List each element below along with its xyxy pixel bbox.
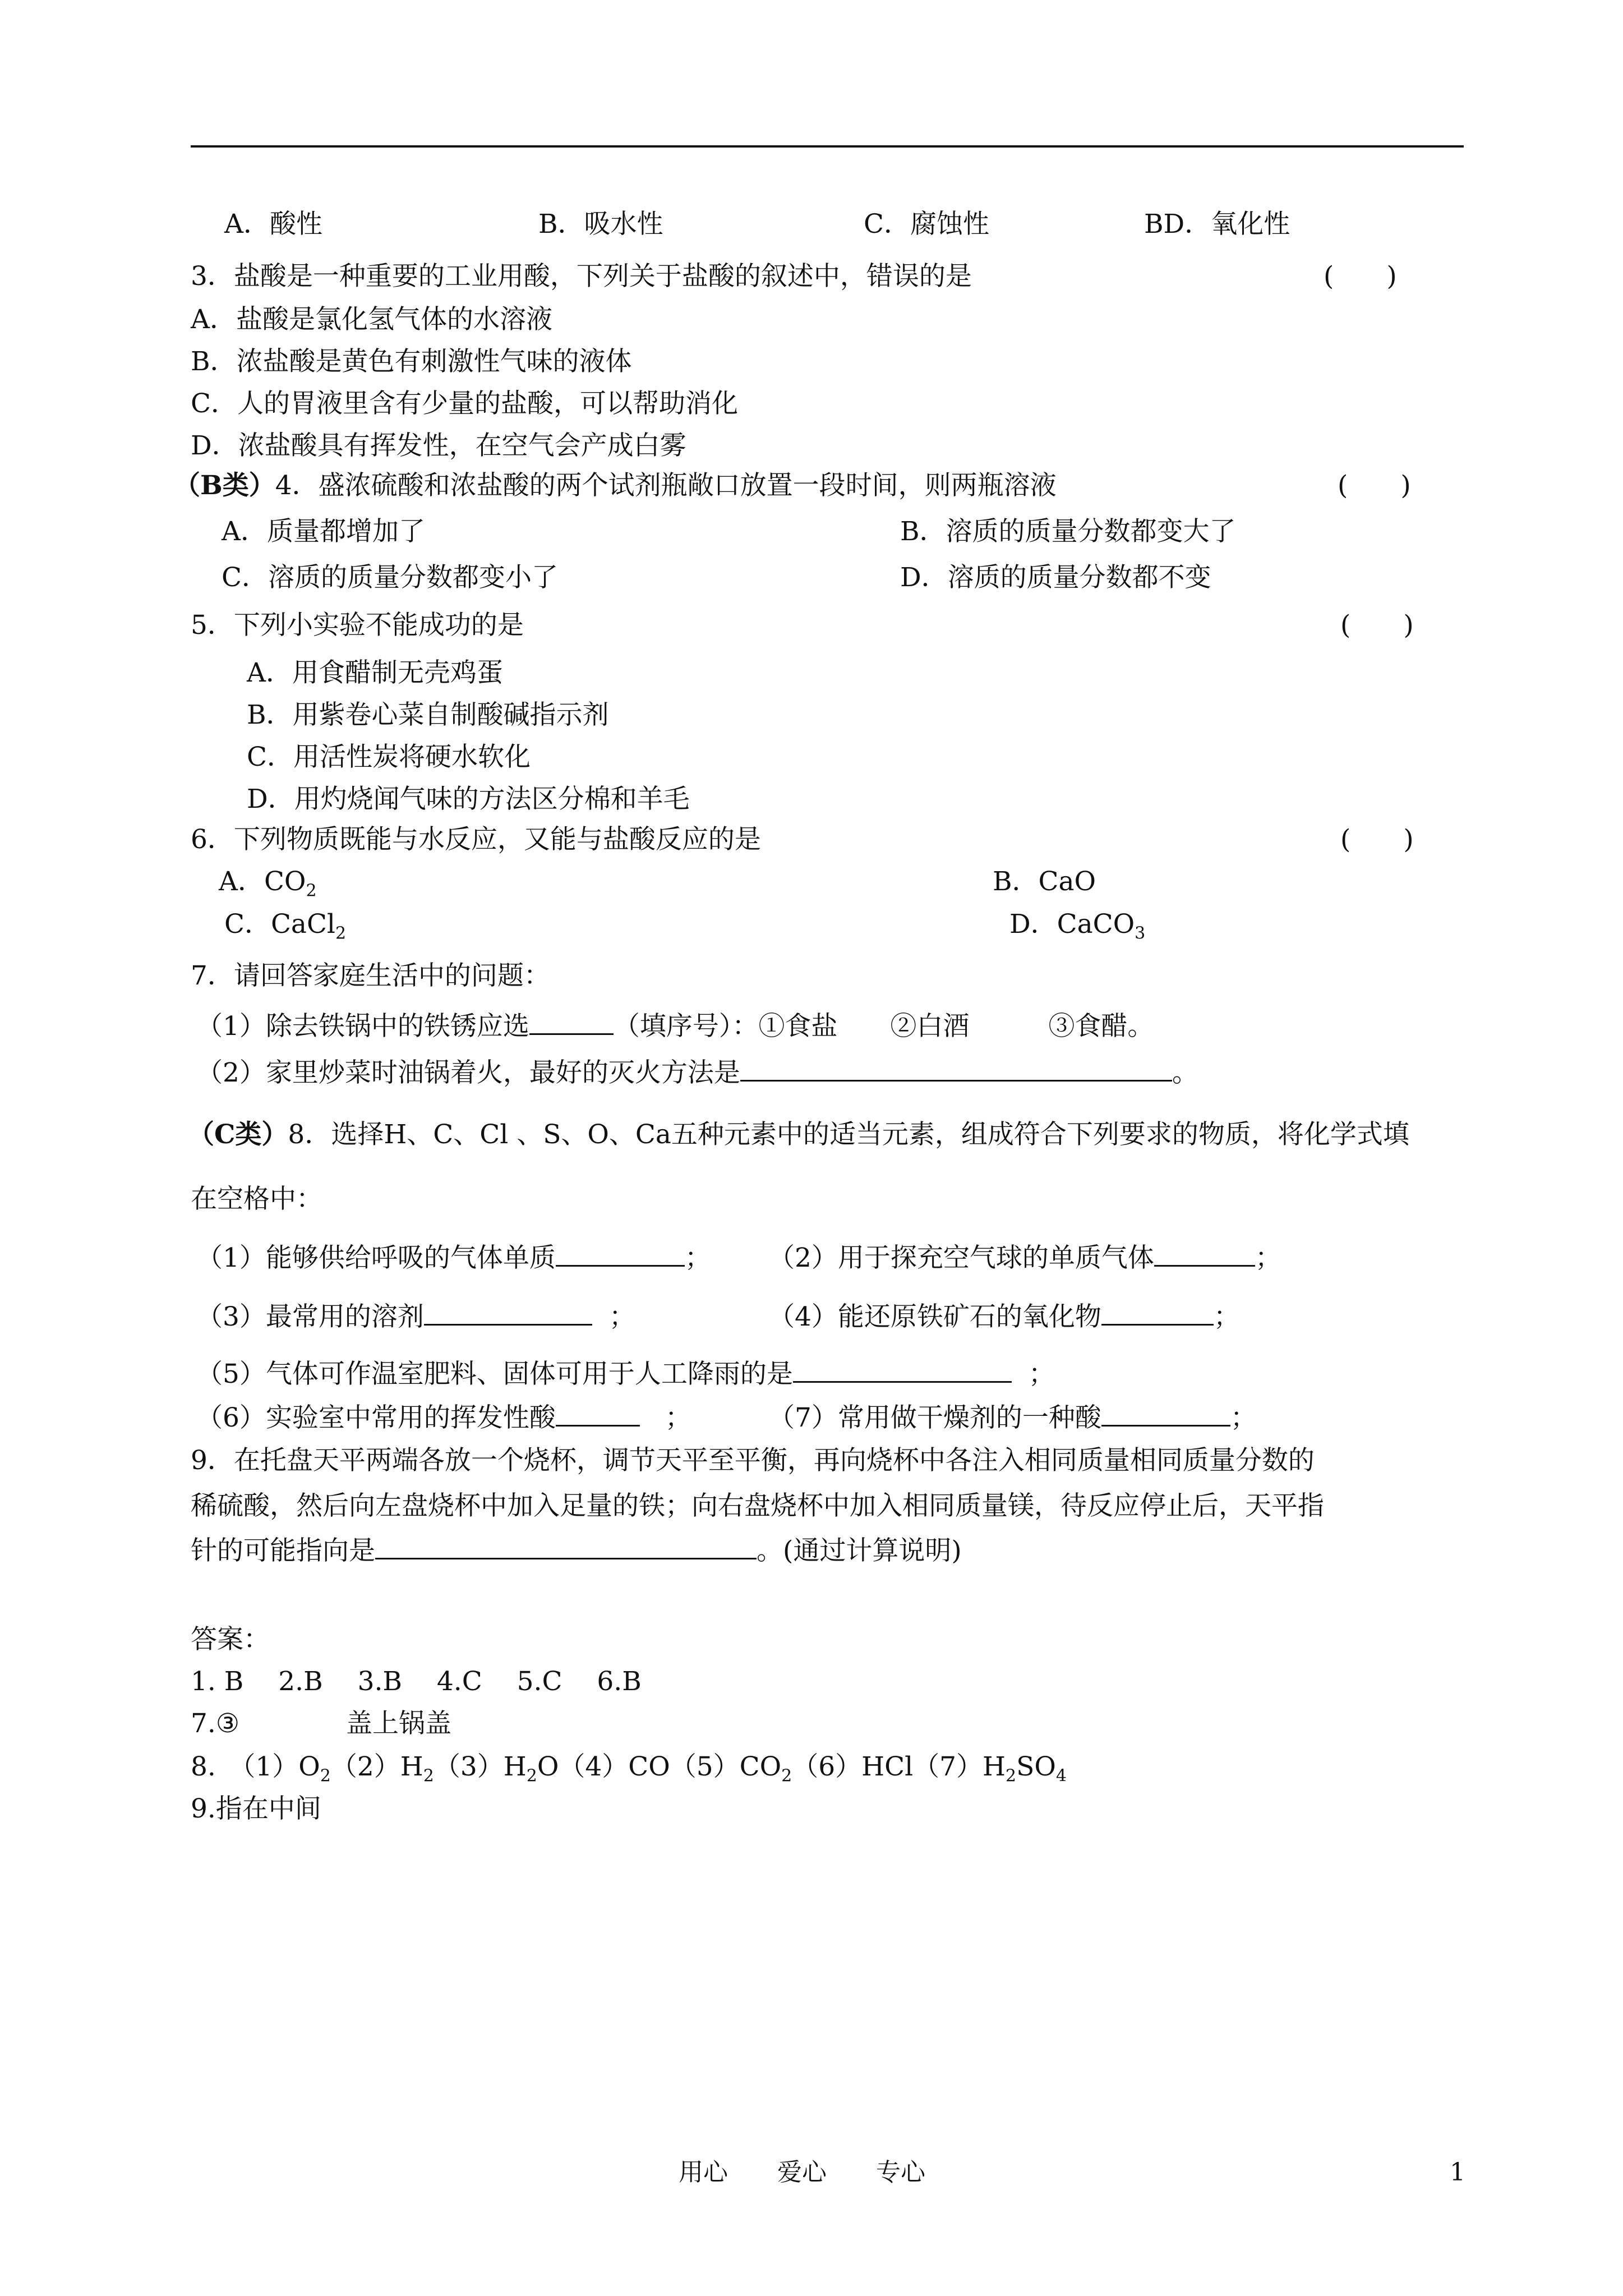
q5-option-d: D．用灼烧闻气味的方法区分棉和羊毛 (247, 784, 690, 815)
q4-answer-bracket: ( ) (1338, 470, 1411, 501)
q6-option-a: A．$CO_2$ (219, 866, 317, 901)
q7-stem: 7．请回答家庭生活中的问题： (191, 960, 550, 991)
q8-item-1: （1）能够供给呼吸的气体单质 ； (196, 1243, 711, 1273)
q6-option-b: B．CaO (993, 866, 1096, 897)
q6-answer-bracket: ( ) (1340, 824, 1414, 855)
q5-stem: 5．下列小实验不能成功的是 (191, 610, 524, 641)
answer-segment: 8. （1）O (191, 1751, 320, 1782)
q9-line-1: 9．在托盘天平两端各放一个烧杯，调节天平至平衡，再向烧杯中各注入相同质量相同质量分数的 (191, 1445, 1315, 1476)
formula-subscript: 4 (1055, 1766, 1067, 1786)
q8-blank-3[interactable] (424, 1300, 592, 1326)
q7-part2: （2）家里炒菜时油锅着火，最好的灭火方法是 。 (196, 1057, 1198, 1088)
q4-option-c: C．溶质的质量分数都变小了 (222, 562, 558, 593)
q9-line-2: 稀硫酸，然后向左盘烧杯中加入足量的铁；向右盘烧杯中加入相同质量镁，待反应停止后，天平指 (191, 1490, 1324, 1521)
q5-option-b: B．用紫卷心菜自制酸碱指示剂 (247, 700, 609, 730)
q8-item-3: （3）最常用的溶剂 ； (196, 1301, 635, 1332)
q4-stem-text: 4．盛浓硫酸和浓盐酸的两个试剂瓶敞口放置一段时间，则两瓶溶液 (275, 470, 1057, 501)
answer-segment: O（4）CO（5）CO (537, 1751, 782, 1782)
q8-blank-6[interactable] (556, 1401, 640, 1427)
q3-option-a: A．盐酸是氯化氢气体的水溶液 (191, 304, 552, 335)
answer-segment: （2）H (330, 1751, 423, 1782)
q8-item-7: （7）常用做干燥剂的一种酸 ； (768, 1402, 1257, 1433)
q8-blank-4[interactable] (1101, 1300, 1214, 1326)
q7-blank-2[interactable] (740, 1056, 1172, 1082)
q8-blank-2[interactable] (1154, 1241, 1255, 1267)
formula-subscript: 2 (423, 1766, 434, 1786)
q7-blank-1[interactable] (529, 1010, 614, 1035)
q4-option-a: A．质量都增加了 (222, 516, 425, 547)
q6-option-c: C．CaCl$_2$ (224, 909, 347, 944)
answer-segment: SO (1016, 1751, 1056, 1782)
header-rule (191, 145, 1464, 148)
q2-option-c: C．腐蚀性 (864, 209, 989, 240)
q4-option-b: B．溶质的质量分数都变大了 (900, 516, 1236, 547)
footer-slogan: 用心 爱心 专心 (679, 2158, 925, 2187)
q7-part1: （1）除去铁锅中的铁锈应选 （填序号）：①食盐 ②白酒 ③食醋。 (196, 1011, 1154, 1042)
q8-blank-7[interactable] (1101, 1401, 1230, 1427)
q8-category-tag: （C类） (188, 1119, 288, 1150)
q8-item-5: （5）气体可作温室肥料、固体可用于人工降雨的是 ； (196, 1359, 1055, 1389)
q4-option-d: D．溶质的质量分数都不变 (900, 562, 1211, 593)
answer-segment: （6）HCl（7）H (792, 1751, 1006, 1782)
q2-option-a: A．酸性 (224, 209, 322, 240)
answers-title: 答案： (191, 1624, 270, 1655)
q8-item-6: （6）实验室中常用的挥发性酸 ； (196, 1402, 691, 1433)
q8-item-2: （2）用于探充空气球的单质气体 ； (768, 1243, 1281, 1273)
answer-segment: （3）H (434, 1751, 527, 1782)
q9-blank[interactable] (375, 1534, 757, 1559)
q5-option-c: C．用活性炭将硬水软化 (247, 742, 531, 772)
q8-stem (188, 1118, 1409, 1152)
q6-option-d: D．CaCO$_3$ (1009, 909, 1146, 944)
q3-answer-bracket: ( ) (1324, 261, 1397, 292)
q2-option-d: BD．氧化性 (1144, 209, 1290, 240)
formula-subscript: 2 (1006, 1766, 1017, 1786)
q8-stem-continued: 在空格中： (191, 1184, 322, 1214)
answers-line-1: 1. B 2.B 3.B 4.C 5.C 6.B (191, 1666, 642, 1697)
q8-blank-1[interactable] (556, 1241, 685, 1267)
formula-subscript: 2 (320, 1766, 331, 1786)
q5-answer-bracket: ( ) (1340, 610, 1414, 641)
formula-subscript: 2 (781, 1766, 792, 1786)
q3-option-d: D．浓盐酸具有挥发性，在空气会产成白雾 (191, 430, 686, 461)
q3-stem: 3．盐酸是一种重要的工业用酸，下列关于盐酸的叙述中，错误的是 (191, 261, 972, 292)
q8-stem-text: 8．选择H、C、Cl 、S、O、Ca五种元素中的适当元素，组成符合下列要求的物质，将化学式填 (288, 1119, 1409, 1150)
q4-stem (174, 469, 1057, 503)
q8-blank-5[interactable] (793, 1358, 1012, 1383)
page-number: 1 (1450, 2158, 1465, 2187)
formula-subscript: 2 (526, 1766, 537, 1786)
answers-line-4: 9.指在中间 (191, 1793, 321, 1824)
q2-option-b: B．吸水性 (538, 209, 663, 240)
answers-line-3 (191, 1750, 1067, 1793)
q5-option-a: A．用食醋制无壳鸡蛋 (247, 657, 503, 688)
q8-item-4: （4）能还原铁矿石的氧化物 ； (768, 1301, 1240, 1332)
q6-stem: 6．下列物质既能与水反应，又能与盐酸反应的是 (191, 824, 761, 855)
q9-line-3: 针的可能指向是 。(通过计算说明) (191, 1535, 962, 1566)
answers-line-2: 7.③ 盖上锅盖 (191, 1708, 451, 1739)
q4-category-tag: （B类） (174, 470, 275, 501)
q3-option-b: B．浓盐酸是黄色有刺激性气味的液体 (191, 346, 632, 377)
q3-option-c: C．人的胃液里含有少量的盐酸，可以帮助消化 (191, 388, 738, 419)
